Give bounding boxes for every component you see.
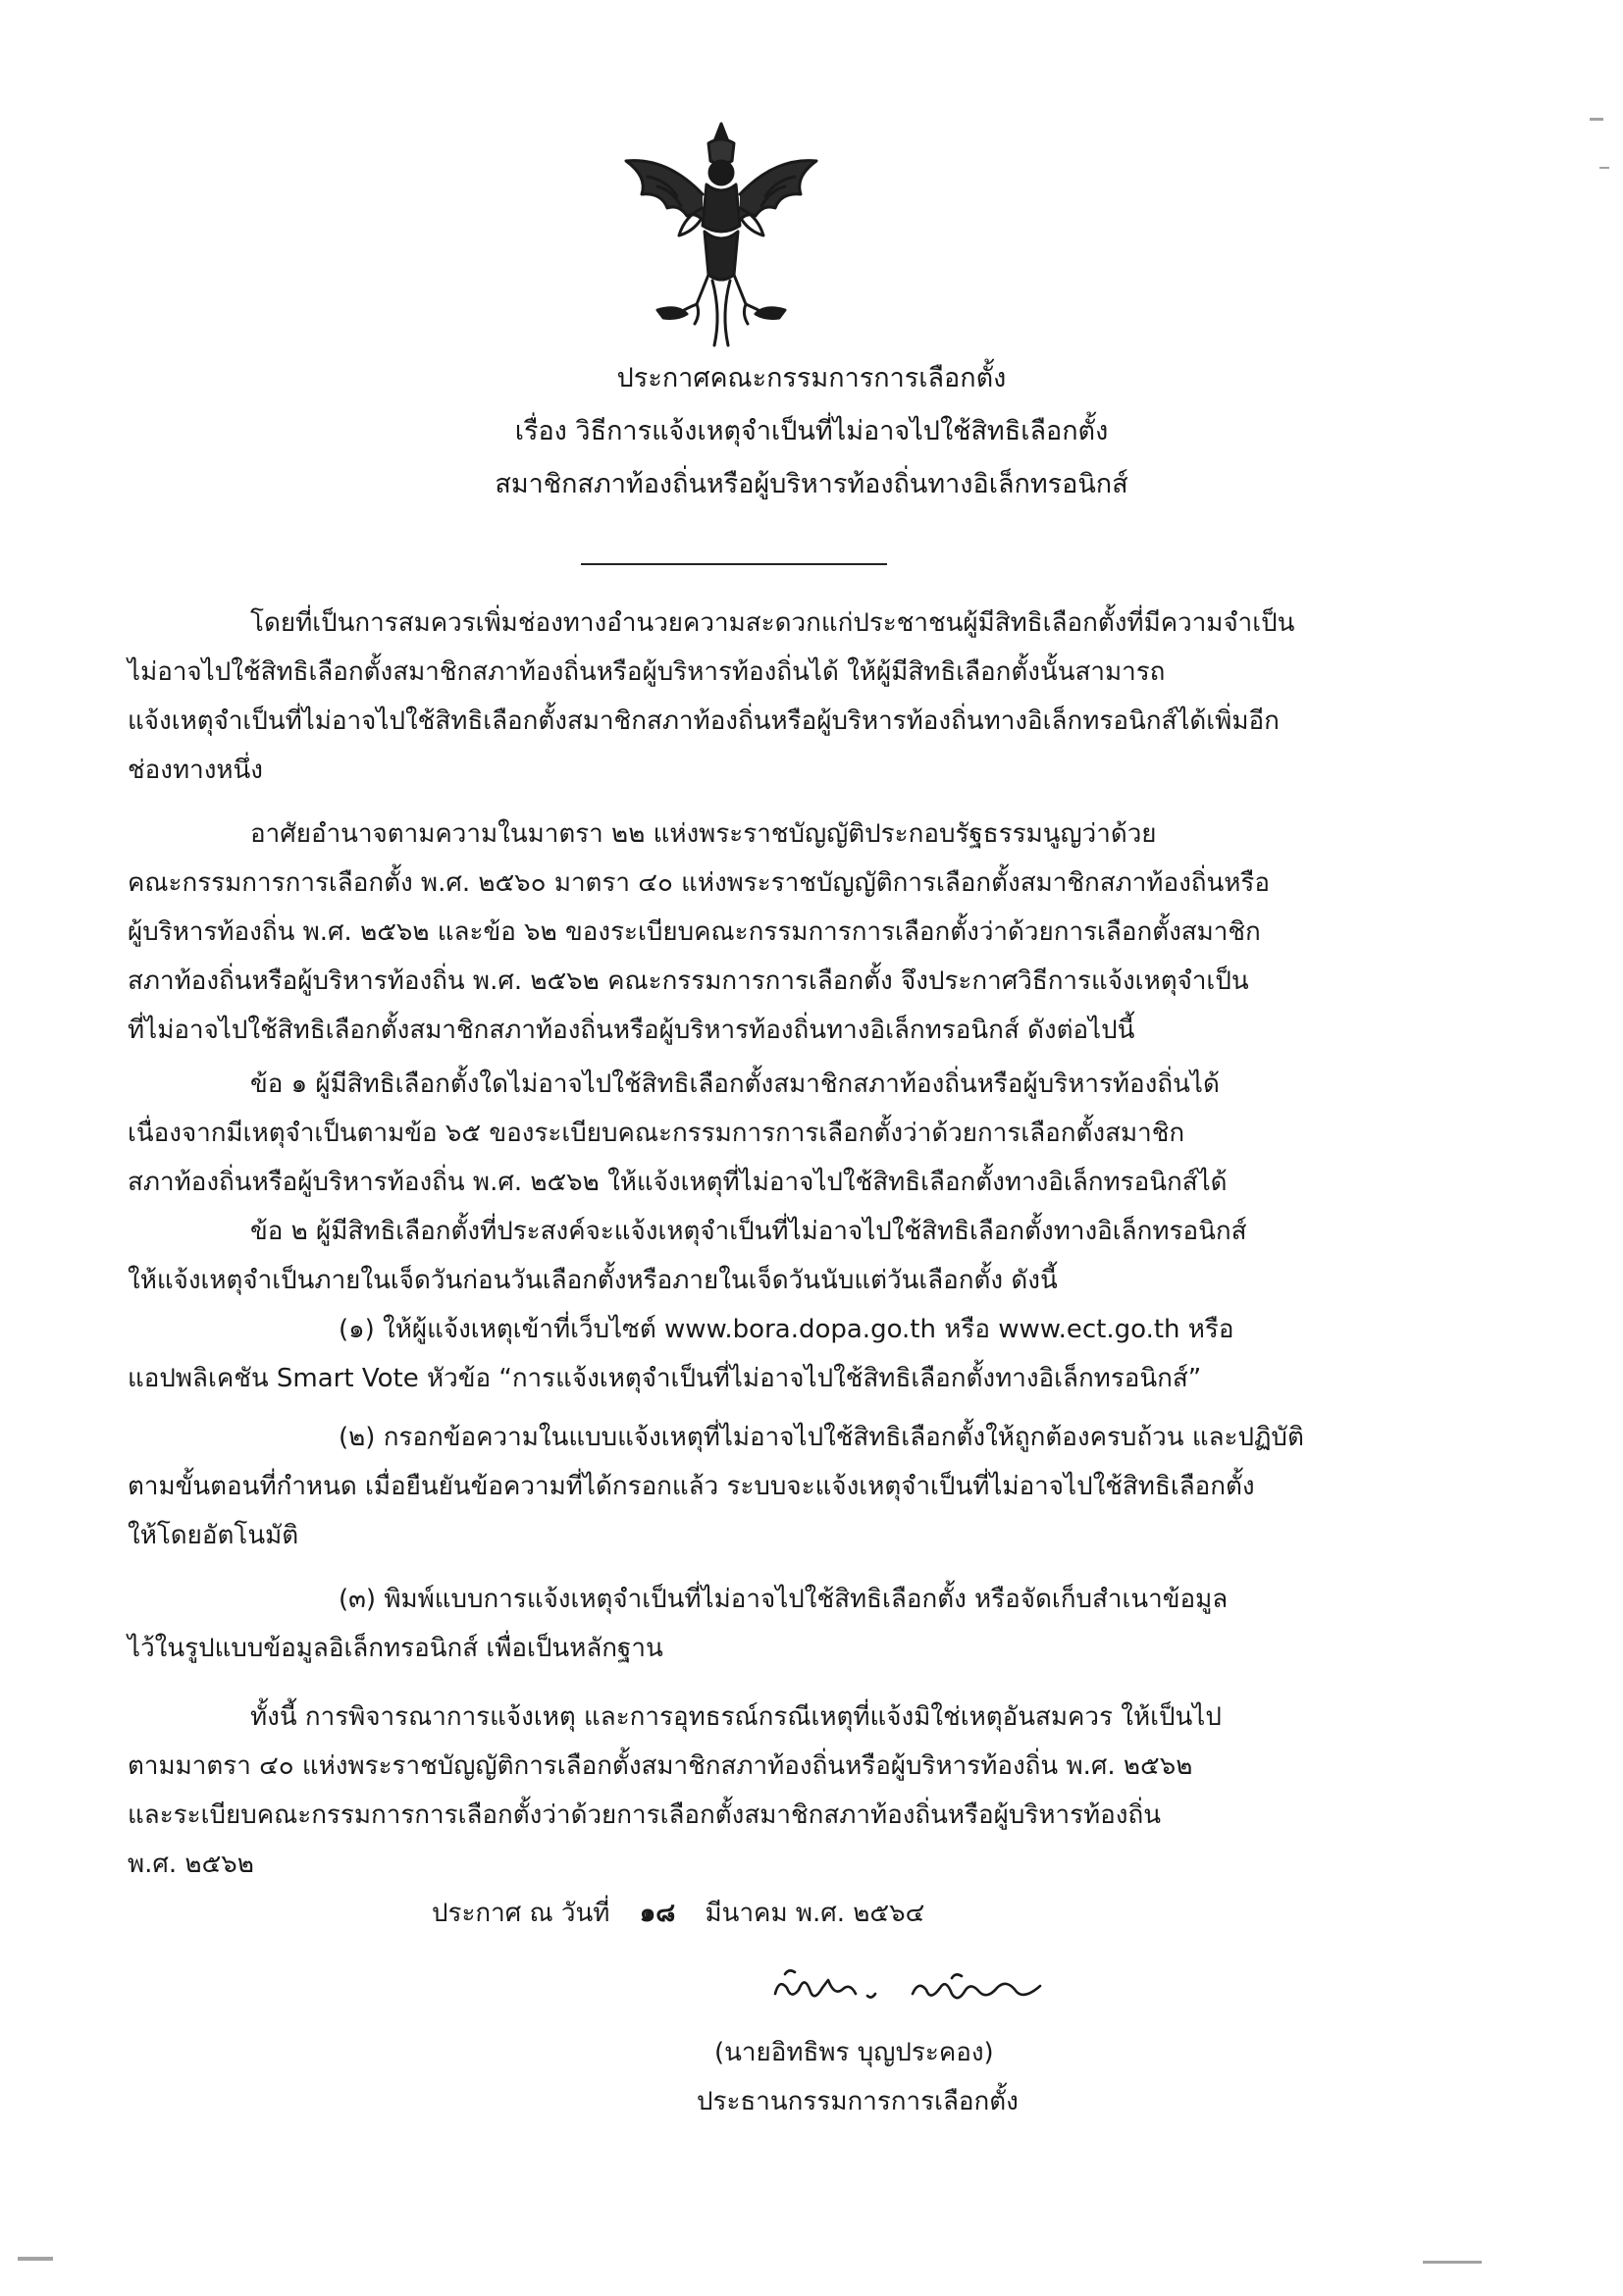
closing-line: ตามมาตรา ๔๐ แห่งพระราชบัญญัติการเลือกตั้งสมาชิกสภาท้องถิ่นหรือผู้บริหารท้องถิ่น พ.ศ. ๒๕๖๒ — [128, 1751, 1193, 1781]
announcement-subject: เรื่อง วิธีการแจ้งเหตุจำเป็นที่ไม่อาจไปใช้สิทธิเลือกตั้ง — [514, 416, 1109, 446]
announcement-title: ประกาศคณะกรรมการการเลือกตั้ง — [616, 363, 1007, 393]
clause-2-item-2: (๒) กรอกข้อความในแบบแจ้งเหตุที่ไม่อาจไปใช้สิทธิเลือกตั้งให้ถูกต้องครบถ้วน และปฏิบัติ — [339, 1423, 1304, 1452]
clause-2-item-3: (๓) พิมพ์แบบการแจ้งเหตุจำเป็นที่ไม่อาจไปใช้สิทธิเลือกตั้ง หรือจัดเก็บสำเนาข้อมูล — [339, 1585, 1229, 1614]
clause-1-line: เนื่องจากมีเหตุจำเป็นตามข้อ ๖๕ ของระเบียบคณะกรรมการการเลือกตั้งว่าด้วยการเลือกตั้งสมาชิก — [128, 1119, 1185, 1148]
clause-2-item-2: ให้โดยอัตโนมัติ — [128, 1521, 299, 1550]
scan-artifact — [18, 2257, 53, 2261]
body-line: แจ้งเหตุจำเป็นที่ไม่อาจไปใช้สิทธิเลือกตั้งสมาชิกสภาท้องถิ่นหรือผู้บริหารท้องถิ่นทางอิเล็กทรอนิกส์ได้เพิ่มอีก — [128, 706, 1280, 736]
body-line: ไม่อาจไปใช้สิทธิเลือกตั้งสมาชิกสภาท้องถิ่นหรือผู้บริหารท้องถิ่นได้ ให้ผู้มีสิทธิเลือกตั้งนั้นสามารถ — [128, 657, 1166, 687]
handwritten-signature — [765, 1960, 1079, 2019]
announce-prefix: ประกาศ ณ วันที่ — [432, 1899, 610, 1928]
scan-artifact — [1599, 167, 1609, 169]
body-line: คณะกรรมการการเลือกตั้ง พ.ศ. ๒๕๖๐ มาตรา ๔๐ แห่งพระราชบัญญัติการเลือกตั้งสมาชิกสภาท้องถิ่นหรือ — [128, 868, 1270, 898]
announce-day: ๑๘ — [639, 1899, 676, 1928]
clause-1-line: ข้อ ๑ ผู้มีสิทธิเลือกตั้งใดไม่อาจไปใช้สิทธิเลือกตั้งสมาชิกสภาท้องถิ่นหรือผู้บริหารท้องถิ่นได้ — [250, 1070, 1220, 1099]
clause-2-item-1: (๑) ให้ผู้แจ้งเหตุเข้าที่เว็บไซต์ www.bora.dopa.go.th หรือ www.ect.go.th หรือ — [339, 1315, 1234, 1344]
body-line: อาศัยอำนาจตามความในมาตรา ๒๒ แห่งพระราชบัญญัติประกอบรัฐธรรมนูญว่าด้วย — [250, 819, 1157, 849]
announcement-date — [432, 1894, 924, 1933]
signer-name: (นายอิทธิพร บุญประคอง) — [714, 2038, 994, 2067]
clause-2-item-3: ไว้ในรูปแบบข้อมูลอิเล็กทรอนิกส์ เพื่อเป็นหลักฐาน — [128, 1634, 663, 1663]
scan-artifact — [1590, 118, 1603, 121]
body-line: ช่องทางหนึ่ง — [128, 756, 263, 785]
title-divider — [581, 563, 887, 565]
garuda-emblem-icon — [618, 118, 824, 353]
closing-line: พ.ศ. ๒๕๖๒ — [128, 1850, 254, 1879]
scan-artifact — [1423, 2261, 1482, 2264]
body-line: ที่ไม่อาจไปใช้สิทธิเลือกตั้งสมาชิกสภาท้องถิ่นหรือผู้บริหารท้องถิ่นทางอิเล็กทรอนิกส์ ดังต่อไปนี้ — [128, 1016, 1135, 1045]
body-line: โดยที่เป็นการสมควรเพิ่มช่องทางอำนวยความสะดวกแก่ประชาชนผู้มีสิทธิเลือกตั้งที่มีความจำเป็น — [250, 608, 1295, 638]
announcement-subject-continued: สมาชิกสภาท้องถิ่นหรือผู้บริหารท้องถิ่นทางอิเล็กทรอนิกส์ — [495, 469, 1128, 499]
closing-line: และระเบียบคณะกรรมการการเลือกตั้งว่าด้วยการเลือกตั้งสมาชิกสภาท้องถิ่นหรือผู้บริหารท้องถิ่น — [128, 1800, 1162, 1830]
clause-2-line: ข้อ ๒ ผู้มีสิทธิเลือกตั้งที่ประสงค์จะแจ้งเหตุจำเป็นที่ไม่อาจไปใช้สิทธิเลือกตั้งทางอิเล็กทรอนิกส์ — [250, 1217, 1247, 1246]
clause-2-line: ให้แจ้งเหตุจำเป็นภายในเจ็ดวันก่อนวันเลือกตั้งหรือภายในเจ็ดวันนับแต่วันเลือกตั้ง ดังนี้ — [128, 1266, 1058, 1295]
signer-position: ประธานกรรมการการเลือกตั้ง — [697, 2087, 1019, 2116]
announce-month-year: มีนาคม พ.ศ. ๒๕๖๔ — [705, 1899, 925, 1928]
clause-2-item-2: ตามขั้นตอนที่กำหนด เมื่อยืนยันข้อความที่ได้กรอกแล้ว ระบบจะแจ้งเหตุจำเป็นที่ไม่อาจไปใช้สิทธิเลือกตั้ง — [128, 1472, 1255, 1501]
body-line: สภาท้องถิ่นหรือผู้บริหารท้องถิ่น พ.ศ. ๒๕๖๒ คณะกรรมการการเลือกตั้ง จึงประกาศวิธีการแจ้งเหตุจำเป็น — [128, 966, 1249, 996]
clause-1-line: สภาท้องถิ่นหรือผู้บริหารท้องถิ่น พ.ศ. ๒๕๖๒ ให้แจ้งเหตุที่ไม่อาจไปใช้สิทธิเลือกตั้งทางอิเล็กทรอนิกส์ได้ — [128, 1168, 1228, 1197]
clause-2-item-1: แอปพลิเคชัน Smart Vote หัวข้อ “การแจ้งเหตุจำเป็นที่ไม่อาจไปใช้สิทธิเลือกตั้งทางอิเล็กทรอนิกส์” — [128, 1364, 1202, 1393]
body-line: ผู้บริหารท้องถิ่น พ.ศ. ๒๕๖๒ และข้อ ๖๒ ของระเบียบคณะกรรมการการเลือกตั้งว่าด้วยการเลือกตั้งสมาชิก — [128, 917, 1261, 947]
closing-line: ทั้งนี้ การพิจารณาการแจ้งเหตุ และการอุทธรณ์กรณีเหตุที่แจ้งมิใช่เหตุอันสมควร ให้เป็นไป — [250, 1702, 1222, 1732]
